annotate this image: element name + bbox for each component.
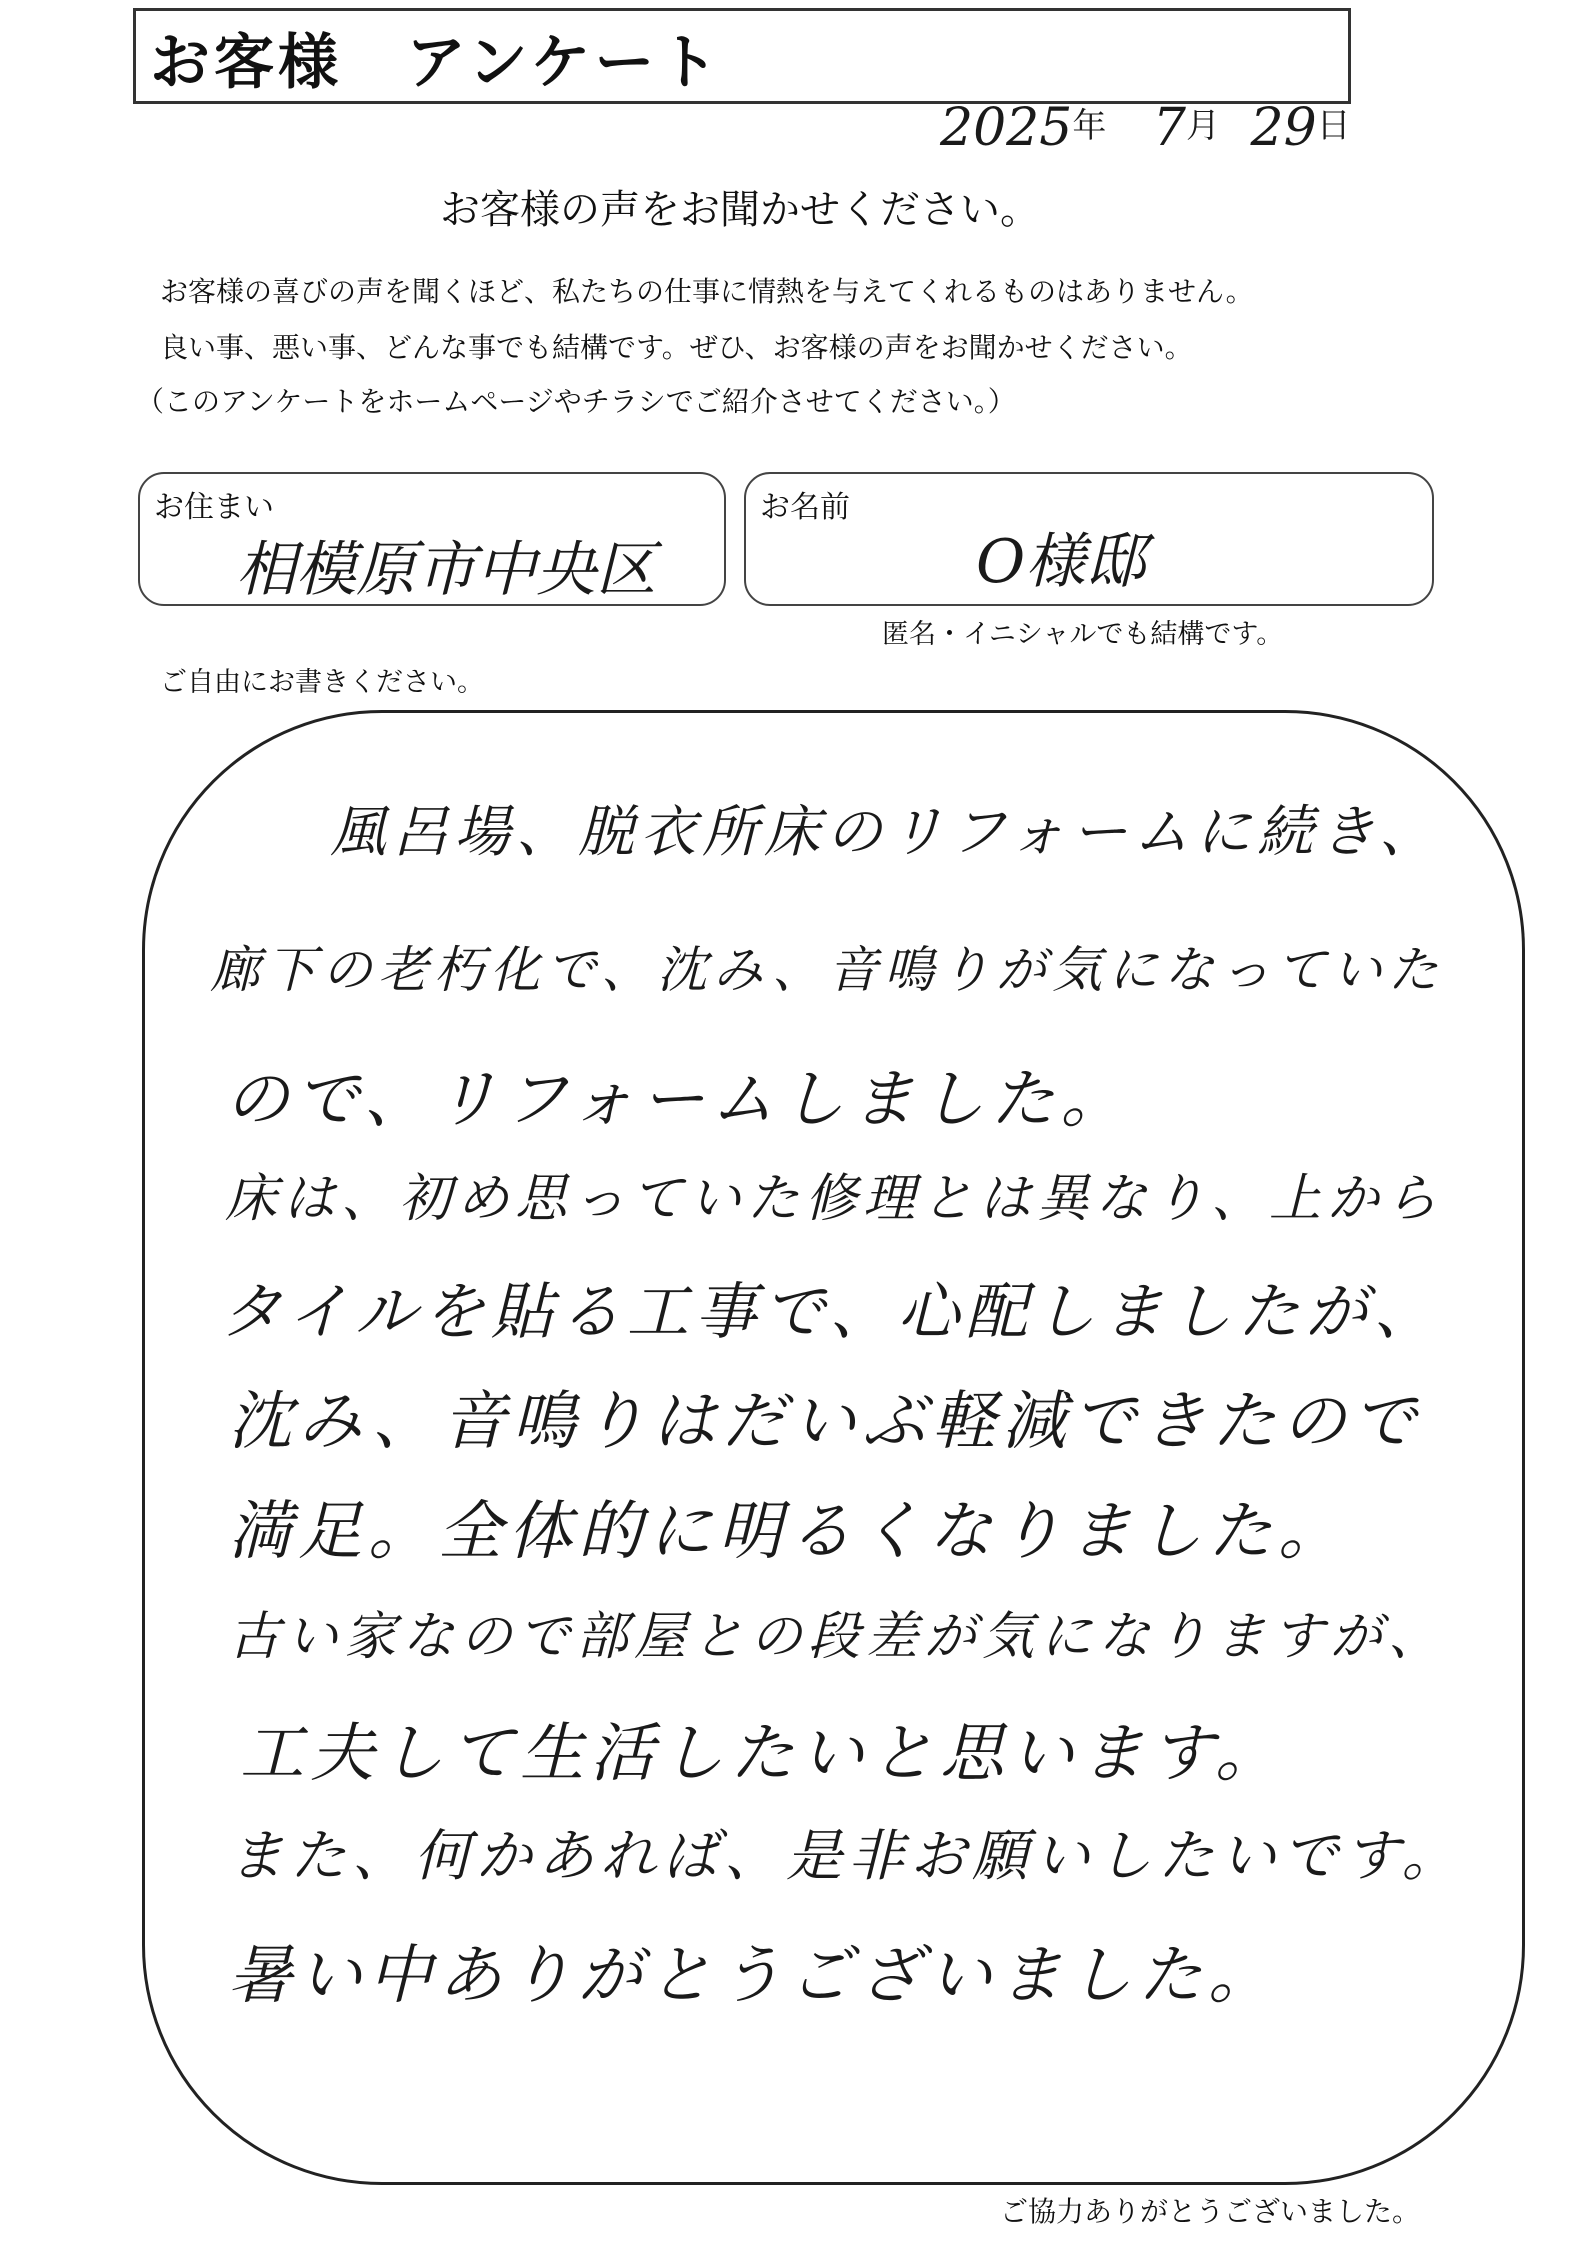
anonymous-note: 匿名・イニシャルでも結構です。 — [882, 619, 1284, 650]
name-field — [744, 472, 1434, 606]
page-heading: お客様の声をお聞かせください。 — [440, 187, 1040, 233]
intro-line: お客様の喜びの声を聞くほど、私たちの仕事に情熱を与えてくれるものはありません。 — [160, 275, 1254, 308]
comment-line: 廊下の老朽化で、沈み、音鳴りが気になっていた — [210, 941, 1444, 999]
comment-line: 古い家なので部屋との段差が気になりますが、 — [228, 1607, 1447, 1667]
intro-line: 良い事、悪い事、どんな事でも結構です。ぜひ、お客様の声をお聞かせください。 — [160, 331, 1193, 364]
name-label: お名前 — [760, 490, 850, 525]
date-month-unit: 月 — [1185, 106, 1220, 146]
survey-date — [940, 98, 1351, 158]
comment-line: また、何かあれば、是非お願いしたいです。 — [228, 1824, 1464, 1889]
free-write-label: ご自由にお書きください。 — [160, 667, 484, 698]
intro-line: （このアンケートをホームページやチラシでご紹介させてください。） — [136, 385, 1016, 418]
survey-title: お客様 アンケート — [150, 28, 723, 98]
comment-line: 風呂場、脱衣所床のリフォームに続き、 — [330, 800, 1441, 865]
date-month: 7 — [1152, 98, 1186, 158]
title-box — [133, 8, 1351, 104]
date-day-unit: 日 — [1316, 106, 1351, 146]
thanks-note: ご協力ありがとうございました。 — [1000, 2195, 1421, 2228]
date-year-unit: 年 — [1072, 106, 1107, 146]
date-year: 2025 — [940, 98, 1073, 158]
name-value: O様邸 — [976, 527, 1146, 597]
comment-line: 暑い中ありがとうございました。 — [228, 1939, 1278, 2013]
address-value: 相模原市中央区 — [236, 535, 656, 605]
comment-line: 工夫して生活したいと思います。 — [240, 1717, 1285, 1791]
comment-line: ので、リフォームしました。 — [225, 1063, 1131, 1137]
address-label: お住まい — [154, 490, 274, 525]
comment-line: 満足。全体的に明るくなりました。 — [228, 1495, 1348, 1569]
comment-line: タイルを貼る工事で、心配しましたが、 — [220, 1275, 1442, 1348]
date-day: 29 — [1250, 98, 1317, 158]
address-field — [138, 472, 726, 606]
comment-line: 床は、初め思っていた修理とは異なり、上から — [225, 1169, 1444, 1229]
comment-line: 沈み、音鳴りはだいぶ軽減できたので — [228, 1385, 1422, 1459]
